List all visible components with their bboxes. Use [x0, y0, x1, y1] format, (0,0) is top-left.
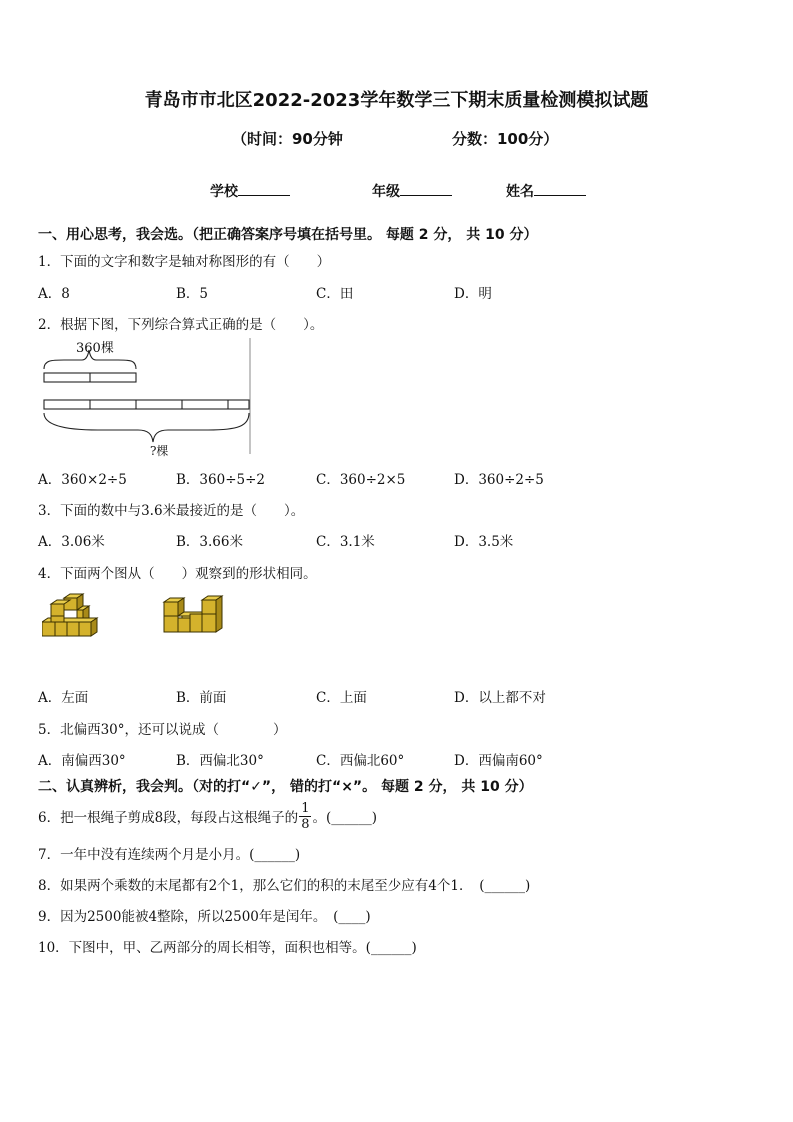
question-9: 9．因为2500能被4整除，所以2500年是闰年。 (____) [38, 909, 371, 925]
question-6 [38, 798, 377, 834]
q6-fraction [299, 801, 311, 832]
exam-score: 分数：100分） [452, 130, 559, 148]
name-label: 姓名 [506, 184, 534, 200]
page-title: 青岛市市北区2022-2023学年数学三下期末质量检测模拟试题 [144, 90, 649, 111]
q4-option-a: A．左面 [38, 690, 89, 706]
section-1-heading: 一、用心思考，我会选。（把正确答案序号填在括号里。 每题 2 分， 共 10 分） [38, 227, 538, 243]
q1-option-d: D．明 [454, 286, 492, 302]
q4-option-d: D．以上都不对 [454, 690, 546, 706]
q3-option-d: D．3.5米 [454, 534, 514, 550]
q3-option-b: B．3.66米 [176, 534, 243, 550]
question-3: 3．下面的数中与3.6米最接近的是（ ）。 [38, 503, 305, 519]
q2-option-a: A．360×2÷5 [38, 472, 127, 488]
question-6-tail: 。(______) [312, 810, 378, 826]
q2-option-b: B．360÷5÷2 [176, 472, 265, 488]
q5-option-a: A．南偏西30° [38, 753, 126, 769]
q4-option-c: C．上面 [316, 690, 367, 706]
q2-diagram-bottom-label: ?棵 [150, 444, 169, 458]
q2-option-d: D．360÷2÷5 [454, 472, 544, 488]
question-5: 5．北偏西30°，还可以说成（ ） [38, 722, 287, 738]
section-2-heading: 二、认真辨析，我会判。（对的打“✓”， 错的打“×”。 每题 2 分， 共 10 分） [38, 779, 533, 795]
q6-denominator: 8 [301, 816, 310, 832]
q4-cube-figure-2 [162, 592, 226, 642]
q1-option-b: B．5 [176, 286, 209, 302]
exam-time: （时间：90分钟 [232, 130, 343, 148]
q5-option-b: B．西偏北30° [176, 753, 264, 769]
name-field [506, 181, 586, 201]
q1-option-c: C．田 [316, 286, 354, 302]
question-10: 10．下图中，甲、乙两部分的周长相等，面积也相等。(______) [38, 940, 417, 956]
q5-option-d: D．西偏南60° [454, 753, 543, 769]
question-2: 2．根据下图，下列综合算式正确的是（ ）。 [38, 317, 324, 333]
q2-bar-diagram [38, 336, 253, 460]
question-7: 7．一年中没有连续两个月是小月。(______) [38, 847, 301, 863]
question-4: 4．下面两个图从（ ）观察到的形状相同。 [38, 566, 317, 582]
q5-option-c: C．西偏北60° [316, 753, 405, 769]
question-8: 8．如果两个乘数的末尾都有2个1，那么它们的积的末尾至少应有4个1． (______) [38, 878, 531, 894]
q2-diagram-top-label: 360棵 [76, 341, 114, 356]
grade-label: 年级 [372, 184, 400, 200]
grade-field [372, 181, 452, 201]
question-6-text: 6．把一根绳子剪成8段，每段占这根绳子的 [38, 810, 299, 826]
q4-option-b: B．前面 [176, 690, 227, 706]
q4-cube-figure-1 [42, 592, 102, 642]
q3-option-c: C．3.1米 [316, 534, 375, 550]
q1-option-a: A．8 [38, 286, 70, 302]
question-1: 1．下面的文字和数字是轴对称图形的有（ ） [38, 254, 331, 270]
school-field [210, 181, 290, 201]
q6-numerator: 1 [301, 800, 310, 816]
school-label: 学校 [210, 184, 238, 200]
q2-option-c: C．360÷2×5 [316, 472, 406, 488]
q3-option-a: A．3.06米 [38, 534, 105, 550]
